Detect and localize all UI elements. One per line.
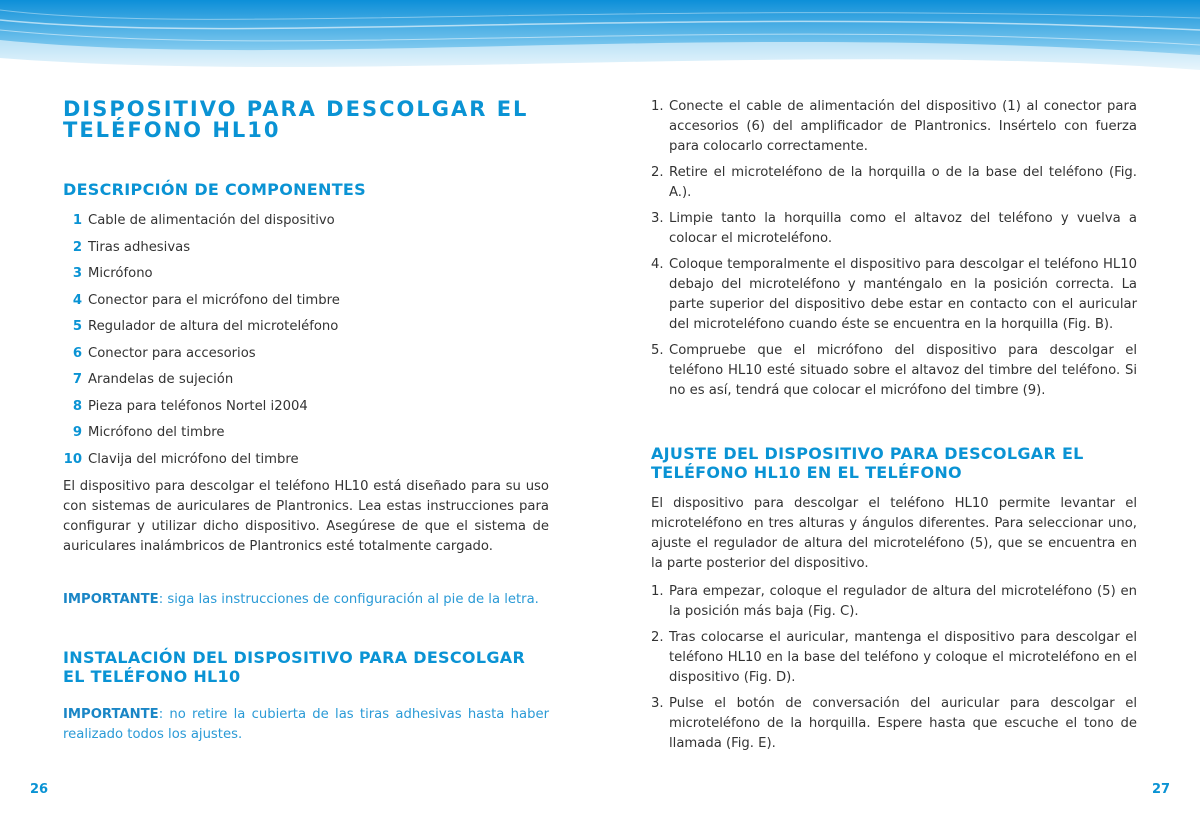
component-number: 3 xyxy=(72,266,82,281)
step-number: 3. xyxy=(651,211,664,226)
important-label: IMPORTANTE xyxy=(63,592,159,607)
step-number: 3. xyxy=(651,696,664,711)
component-item xyxy=(63,211,553,238)
installation-heading: INSTALACIÓN DEL DISPOSITIVO PARA DESCOLGAR EL TELÉFONO HL10 xyxy=(63,648,526,686)
component-number: 2 xyxy=(72,239,82,255)
component-item xyxy=(63,450,553,477)
component-item xyxy=(63,397,553,424)
step-text: Limpie tanto la horquilla como el altavoz del teléfono y vuelva a colocar el microteléfono. xyxy=(669,211,1137,246)
component-label: Arandelas de sujeción xyxy=(88,372,234,387)
step-item xyxy=(651,628,1137,688)
component-item xyxy=(63,291,553,318)
component-item xyxy=(63,317,553,344)
step-number: 1. xyxy=(651,584,664,599)
step-text: Para empezar, coloque el regulador de altura del microteléfono (5) en la posición más baja (Fig. C). xyxy=(669,584,1137,619)
component-label: Clavija del micrófono del timbre xyxy=(88,451,299,467)
step-item xyxy=(651,341,1137,401)
step-number: 2. xyxy=(651,165,664,180)
component-label: Tiras adhesivas xyxy=(88,239,191,255)
important-note-1 xyxy=(63,590,549,610)
page-number-right: 27 xyxy=(1152,782,1171,797)
step-item xyxy=(651,97,1137,157)
step-text: Conecte el cable de alimentación del dispositivo (1) al conector para accesorios (6) del amplificador de Plantronics. Insértelo con fuerza para colocarlo correctamente. xyxy=(669,99,1137,154)
step-number: 4. xyxy=(651,257,664,272)
component-item xyxy=(63,238,553,265)
step-item xyxy=(651,209,1137,249)
component-number: 8 xyxy=(72,398,82,414)
component-number: 10 xyxy=(63,451,82,467)
step-item xyxy=(651,255,1137,335)
page-title: DISPOSITIVO PARA DESCOLGAR EL TELÉFONO HL10 xyxy=(63,97,529,142)
step-item xyxy=(651,163,1137,203)
adjustment-steps xyxy=(651,582,1137,760)
component-number: 7 xyxy=(72,372,82,387)
component-label: Micrófono del timbre xyxy=(88,425,225,440)
component-item xyxy=(63,423,553,450)
header-wave-banner xyxy=(0,0,1200,85)
step-number: 1. xyxy=(651,99,664,114)
step-number: 5. xyxy=(651,343,664,358)
intro-paragraph: El dispositivo para descolgar el teléfono HL10 está diseñado para su uso con sistemas de auriculares de Plantronics. Lea estas instrucciones para configurar y utilizar dicho dispositivo. Asegúrese de que el sistema de auriculares inalámbricos de Plantronics esté totalmente cargado. xyxy=(63,479,549,554)
component-label: Conector para accesorios xyxy=(88,345,256,361)
page-number-left: 26 xyxy=(30,782,49,797)
step-text: Coloque temporalmente el dispositivo para descolgar el teléfono HL10 debajo del microteléfono y manténgalo en la posición correcta. La parte superior del dispositivo debe estar en contacto con el auricular del microteléfono cuando éste se encuentra en la horquilla (Fig. B). xyxy=(669,257,1137,332)
component-number: 5 xyxy=(72,319,82,334)
component-label: Regulador de altura del microteléfono xyxy=(88,319,339,334)
important-label: IMPORTANTE xyxy=(63,707,159,722)
adjustment-paragraph: El dispositivo para descolgar el teléfono HL10 permite levantar el microteléfono en tres alturas y ángulos diferentes. Para seleccionar uno, ajuste el regulador de altura del microteléfono (5), que se encuentra en la parte posterior del dispositivo. xyxy=(651,496,1137,571)
step-text: Tras colocarse el auricular, mantenga el dispositivo para descolgar el teléfono HL10 en la base del teléfono y coloque el microteléfono en el dispositivo (Fig. D). xyxy=(669,630,1137,685)
adjustment-heading: AJUSTE DEL DISPOSITIVO PARA DESCOLGAR EL TELÉFONO HL10 EN EL TELÉFONO xyxy=(651,444,1084,482)
components-list xyxy=(63,211,553,476)
step-item xyxy=(651,694,1137,754)
step-number: 2. xyxy=(651,630,664,645)
important-note-2 xyxy=(63,705,549,745)
important-text: : siga las instrucciones de configuración al pie de la letra. xyxy=(158,592,539,607)
component-item xyxy=(63,264,553,291)
step-text: Compruebe que el micrófono del dispositivo para descolgar el teléfono HL10 esté situado sobre el altavoz del timbre del teléfono. Si no es así, tendrá que colocar el micrófono del timbre (9). xyxy=(669,343,1137,398)
components-heading: DESCRIPCIÓN DE COMPONENTES xyxy=(63,180,366,199)
component-label: Cable de alimentación del dispositivo xyxy=(88,213,335,228)
step-text: Retire el microteléfono de la horquilla o de la base del teléfono (Fig. A.). xyxy=(669,165,1137,200)
step-item xyxy=(651,582,1137,622)
component-item xyxy=(63,370,553,397)
component-label: Conector para el micrófono del timbre xyxy=(88,292,340,308)
component-item xyxy=(63,344,553,371)
component-number: 6 xyxy=(72,345,82,361)
component-number: 4 xyxy=(72,292,82,308)
step-text: Pulse el botón de conversación del auricular para descolgar el microteléfono de la horquilla. Espere hasta que escuche el tono de llamada (Fig. E). xyxy=(669,696,1137,751)
component-label: Micrófono xyxy=(88,266,153,281)
component-number: 9 xyxy=(72,425,82,440)
important-text: : no retire la cubierta de las tiras adhesivas hasta haber realizado todos los ajustes. xyxy=(63,707,549,742)
component-number: 1 xyxy=(72,213,82,228)
installation-steps xyxy=(651,97,1137,407)
component-label: Pieza para teléfonos Nortel i2004 xyxy=(88,398,308,414)
